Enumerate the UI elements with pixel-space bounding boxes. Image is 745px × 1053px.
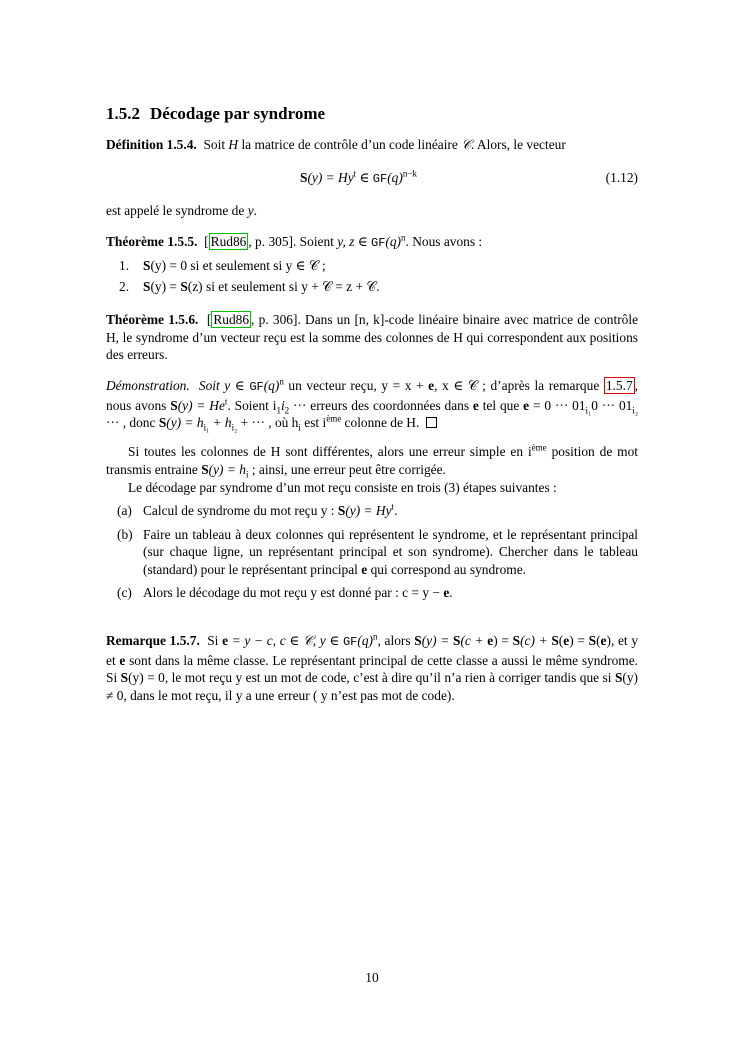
para1-text: ; ainsi, une erreur peut être corrigée. (248, 461, 446, 477)
remark-1-5-7 (106, 632, 638, 704)
eq-q: (q) (387, 170, 403, 185)
def-after-y: y (247, 203, 254, 218)
step-text: . (449, 585, 453, 601)
equation-1-12 (106, 170, 638, 188)
proof-sub: 2 (284, 405, 290, 416)
bold-S: S (614, 670, 623, 686)
bold-S: S (588, 633, 597, 648)
bold-S: S (170, 397, 178, 413)
proof-sub: 1 (276, 405, 281, 416)
page-number: 10 (365, 970, 379, 985)
remark-text: (q) (357, 633, 374, 648)
eq-mid: (y) = Hy (307, 170, 354, 185)
bold-S: S (201, 461, 209, 477)
proof-sub: i₁ (203, 422, 210, 433)
eq-sup: n−k (402, 168, 417, 179)
proof-text: + ··· , où h (237, 415, 299, 431)
thm155-gf: GF (371, 236, 386, 250)
definition-label: Définition 1.5.4. (106, 137, 197, 152)
bold-S: S (143, 258, 151, 273)
para1-sup: ème (531, 442, 547, 453)
eq-in: ∈ (356, 170, 373, 185)
definition-after (106, 202, 638, 220)
proof-text: . Soient i (227, 397, 277, 413)
equation-number: (1.12) (605, 170, 638, 185)
equation-body (300, 170, 417, 186)
proof-text: i (280, 397, 285, 413)
proof-sub: i (298, 422, 301, 433)
step-text: Alors le décodage du mot reçu y est donné par : c = y − (143, 585, 444, 601)
citation-rud86[interactable]: Rud86 (210, 234, 247, 249)
remark-sup: n (373, 631, 378, 642)
remark-gf: GF (342, 635, 358, 649)
bold-S: S (158, 415, 167, 431)
section-title: Décodage par syndrome (150, 104, 326, 123)
remark-text: ( (596, 633, 601, 648)
proof-text: 0 ··· 01 (591, 397, 633, 413)
reference-1-5-7[interactable]: 1.5.7 (605, 378, 633, 393)
list-marker: (c) (117, 585, 132, 601)
list-marker: (a) (117, 503, 132, 518)
thm155-sup: n (401, 232, 406, 243)
bold-e: e (563, 633, 570, 648)
paragraph-errors (106, 443, 638, 478)
bold-e: e (523, 397, 530, 413)
list-item (106, 278, 638, 296)
list-item (106, 257, 638, 275)
bold-S: S (180, 278, 188, 294)
eq-S: S (300, 170, 308, 185)
bold-e: e (361, 561, 368, 577)
proof-text: (y) = He (177, 397, 225, 413)
def-C: 𝒞 (461, 137, 471, 152)
thm155-end: . Nous avons : (405, 234, 483, 249)
eq-gf: GF (372, 172, 388, 186)
proof-text: Soit y ∈ (198, 378, 250, 393)
proof-sub: i₂ (632, 405, 638, 416)
proof-sub: i₂ (231, 422, 238, 433)
bold-e: e (600, 633, 607, 648)
step-text: Faire un tableau à deux colonnes qui représentent le syndrome, et le représentant principal (sur chaque ligne, un représentant principal et son syndrome). Chercher dans le tableau (standard) pour le représentant principal (143, 526, 638, 577)
para1-text: position de mot transmis entraine (106, 444, 638, 477)
proof-text: tel que (478, 397, 520, 413)
section-heading (106, 104, 325, 124)
step-sup: t (391, 501, 395, 512)
proof-text: , x ∈ 𝒞 ; d’après la remarque (434, 378, 600, 393)
thm156-text: , p. 306]. Dans un [n, k]-code linéaire binaire avec matrice de contrôle H, le syndrome d’un vecteur reçu est la somme des colonnes de H qui correspondent aux positions des erreurs. (106, 312, 639, 363)
remark-text: ) = (569, 633, 589, 648)
bold-e: e (119, 652, 126, 668)
remark-text: , alors (377, 633, 415, 648)
para1-sub: i (245, 469, 249, 480)
bold-S: S (453, 633, 461, 648)
proof-text: est i (300, 415, 327, 431)
list-item-text: (y) = (150, 278, 181, 294)
theorem-1-5-5: Théorème 1.5.5. [ Rud86 , p. 305]. Soient y, z ∈ $GF(q)^n$. Nous avons : (106, 232, 483, 250)
bold-S: S (551, 633, 559, 648)
bold-S: S (414, 633, 422, 648)
bold-S: S (512, 633, 521, 648)
proof-text: + h (209, 415, 232, 431)
bold-S: S (337, 503, 346, 518)
proof-sup: t (224, 396, 228, 407)
remark-text: (y) = (421, 633, 453, 648)
definition-1-5-4 (106, 136, 638, 154)
theorem-155-label: Théorème 1.5.5. (106, 234, 198, 249)
list-marker: 1. (119, 258, 130, 273)
thm155-cite-rest: , p. 305]. Soient (248, 234, 334, 249)
theorem-156-label: Théorème 1.5.6. (106, 312, 199, 327)
list-item (106, 584, 638, 602)
def-text3: . Alors, le vecteur (470, 137, 566, 152)
remark-text: ( (558, 633, 564, 648)
list-marker: (b) (117, 526, 133, 542)
proof-text: ··· erreurs des coordonnées dans (289, 397, 473, 413)
proof-text: , nous avons (106, 378, 638, 413)
proof-sub: i₁ (585, 405, 592, 416)
remark-text: (y) ≠ 0, dans le mot reçu, il y a une erreur ( y n’est pas mot de code). (106, 670, 639, 703)
step-text: Calcul de syndrome du mot reçu y : (143, 503, 338, 518)
bold-e: e (428, 378, 435, 393)
remark-label: Remarque 1.5.7. (106, 633, 200, 648)
remark-text: (c + (460, 633, 488, 648)
remark-text: (c) + (520, 633, 552, 648)
bold-e: e (443, 585, 450, 601)
proof (106, 377, 638, 432)
proof-text: (y) = h (166, 415, 204, 431)
section-number: 1.5.2 (106, 104, 140, 123)
proof-sup: n (279, 376, 284, 387)
remark-text: (y) = 0, le mot reçu y est un mot de code, c’est à dire qu’il n’a rien à corriger tandis que si (128, 670, 615, 686)
bold-S: S (120, 670, 129, 686)
def-text1: Soit (203, 137, 226, 152)
proof-text: (q) (263, 378, 280, 393)
list-item (106, 526, 638, 579)
eq-sup-t: t (353, 168, 357, 179)
bold-e: e (487, 633, 494, 648)
decoding-steps (106, 502, 638, 602)
step-text: (y) = Hy (345, 503, 392, 518)
def-text2: la matrice de contrôle d’un code linéaire (241, 137, 458, 152)
def-after-text: est appelé le syndrome de (106, 203, 245, 218)
para1-text: (y) = h (208, 461, 246, 477)
qed-square-icon (426, 417, 437, 428)
thm155-vars: y, z ∈ (337, 234, 371, 249)
remark-text: ) = (493, 633, 513, 648)
step-text: qui correspond au syndrome. (367, 561, 527, 577)
bold-e: e (472, 397, 479, 413)
bold-S: S (143, 278, 151, 294)
proof-text: un vecteur reçu, y = x + (283, 378, 429, 393)
theorem-155-list (106, 257, 638, 298)
proof-text: = 0 ··· 01 (529, 397, 586, 413)
thm155-q: (q) (385, 234, 402, 249)
bold-e: e (222, 633, 229, 648)
proof-sup: ème (326, 413, 342, 424)
def-H: H (228, 137, 239, 152)
remark-text: sont dans la même classe. Le représentant principal de cette classe a aussi le même syndrome. Si (106, 652, 638, 686)
remark-text: = y − c, c ∈ 𝒞, y ∈ (228, 633, 343, 648)
list-item (106, 502, 638, 520)
remark-text: ), et y et (106, 633, 639, 668)
remark-text: Si (207, 633, 223, 648)
def-after-dot: . (253, 203, 257, 218)
theorem-1-5-6: Théorème 1.5.6. [ Rud86 , p. 306]. Dans un [n, k]-code linéaire binaire avec matrice de contrôle H, le syndrome d’un vecteur reçu est la somme des colonnes de H qui correspondent aux positions des erreurs. (106, 312, 639, 363)
paragraph-steps-intro: Le décodage par syndrome d’un mot reçu consiste en trois (3) étapes suivantes : (128, 480, 557, 495)
citation-rud86[interactable]: Rud86 (213, 312, 250, 327)
proof-text: ··· , donc (106, 415, 159, 431)
proof-gf: GF (249, 380, 264, 394)
step-text: . (394, 503, 398, 518)
list-marker: 2. (119, 278, 130, 294)
list-item-text: (y) = 0 si et seulement si y ∈ 𝒞 ; (150, 258, 326, 273)
proof-label: Démonstration. (106, 378, 190, 393)
para1-text: Si toutes les colonnes de H sont différentes, alors une erreur simple en i (128, 444, 532, 459)
list-item-text: (z) si et seulement si y + 𝒞 = z + 𝒞. (187, 278, 380, 294)
page (106, 0, 638, 1053)
proof-text: colonne de H. (341, 415, 420, 431)
